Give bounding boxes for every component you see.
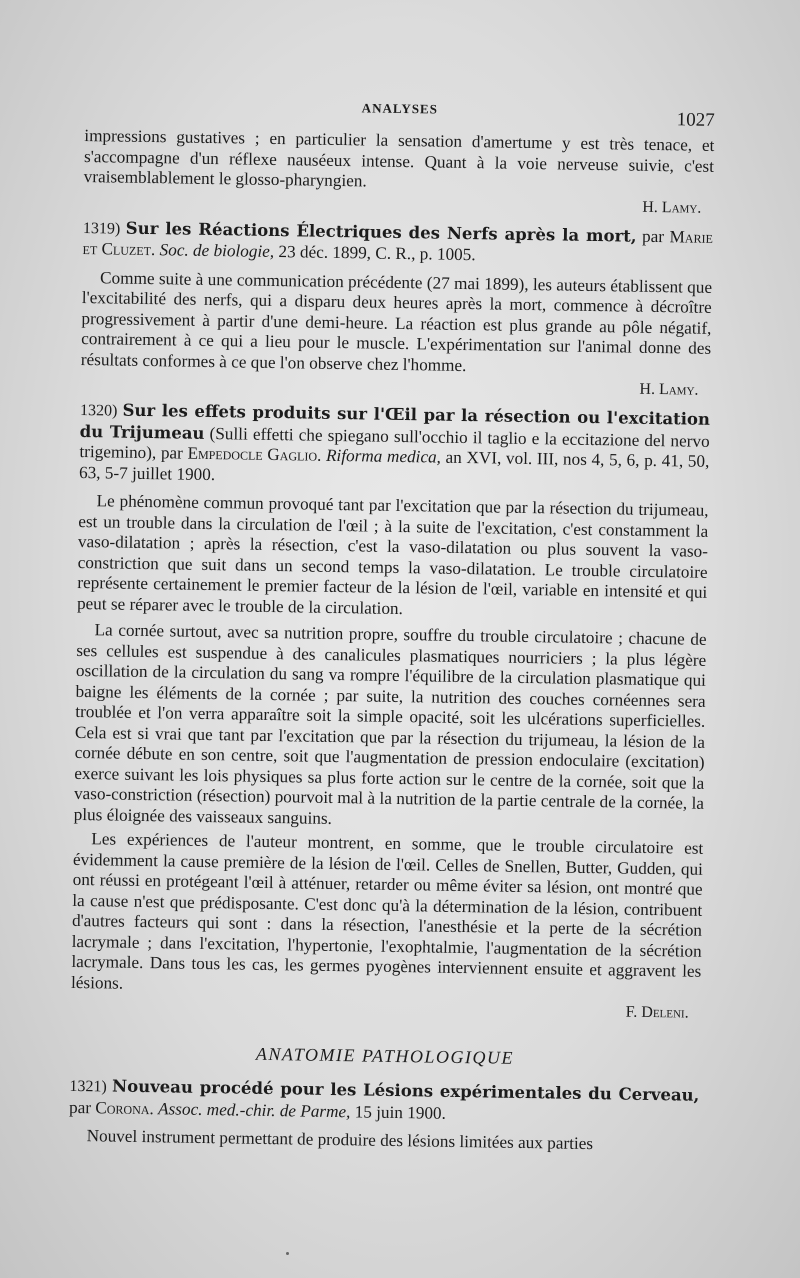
body-paragraph: La cornée surtout, avec sa nutrition propre, souffre du trouble circulatoire ; chacune de ses cellules est suspendue à des canalicules plasmatiques nourriciers ; la plus légère oscillation de la circulation du sang va rompre l'équilibre de la circulation plasmatique qui baigne les éléments de la cornée ; par suite, la nutrition des couches cornéennes sera troublée et l'on verra apparaître soit la simple opacité, soit les ulcérations superficielles. Cela est si vrai que tant par l'excitation que par la résection du trijumeau, la lésion de la cornée débute en son centre, soit que l'augmentation de pression endoculaire (excitation) exerce suivant les lois physiques sa plus forte action sur le centre de la cornée, soit que la vaso-constriction (résection) pourvoit mal à la nutrition de la partie centrale de la cornée, la plus éloignée des vaisseaux sanguins. (73, 620, 707, 828)
entry-citation: 23 déc. 1899, C. R., p. 1005. (278, 242, 476, 265)
entry-number: 1320) (79, 401, 118, 420)
entry-heading (79, 400, 710, 493)
byline-prefix: par (641, 226, 665, 246)
running-title: ANALYSES (361, 100, 439, 117)
entry-heading (82, 217, 713, 269)
signature: H. Lamy. (642, 198, 702, 217)
entry-body: Nouvel instrument permettant de produire des lésions limitées aux parties (86, 1126, 594, 1154)
prev-entry-text: impressions gustatives ; en particulier la sensation d'amertume y est très tenace, et s'accompagne d'un réflexe nauséeux intense. Quant à la voie nerveuse suivie, c'est vraisemblablement le glosso-pharyngien. (83, 125, 715, 191)
entry-title: Sur les Réactions Électriques des Nerfs après la mort, (125, 218, 637, 246)
signature: H. Lamy. (639, 380, 699, 399)
entry-1321 (68, 1076, 699, 1156)
signature: F. Deleni. (625, 1003, 689, 1022)
entry-number: 1321) (69, 1077, 107, 1096)
original-title: (Sulli effetti che spiegano sull'occhio il taglio e la eccitazione del nervo trigemino), (79, 423, 710, 463)
entry-citation: an XVI, vol. III, nos 4, 5, 6, p. 41, 50, 63, 5-7 juillet 1900. (78, 447, 710, 484)
byline-prefix: par (68, 1097, 92, 1117)
entry-1319 (80, 217, 713, 399)
entry-number: 1319) (82, 219, 121, 238)
page-content (68, 96, 714, 1156)
entry-journal: Soc. de biologie, (159, 240, 275, 261)
entry-heading (69, 1076, 700, 1128)
byline-prefix: par (160, 443, 184, 463)
body-paragraph: Les expériences de l'auteur montrent, en somme, que le trouble circulatoire est évidemment la cause première de la lésion de l'œil. Celles de Snellen, Butter, Gudden, qui ont réussi en protégeant l'œil à atténuer, retarder ou même éviter sa lésion, ont montré que la cause n'est que prédisposante. C'est donc qu'à la détermination de la lésion, contribuent d'autres facteurs qui sont : dans la résection, l'anesthésie et la perte de la sécrétion lacrymale ; dans l'excitation, l'hypertonie, l'exophtalmie, l'augmentation de la sécrétion lacrymale. Dans tous les cas, les germes pyogènes interviennent ensuite et aggravent les lésions. (70, 829, 704, 993)
page-number: 1027 (676, 109, 715, 131)
body-paragraph: Le phénomène commun provoqué tant par l'excitation que par la résection du trijumeau, est un trouble dans la circulation de l'œil ; à la suite de l'excitation, c'est constamment la vaso-dilatation ; après la résection, c'est la vaso-dilatation ou plus souvent la vaso-constriction que suit dans un second temps la vaso-dilatation. Le trouble circulatoire représente certainement le premier facteur de la lésion de l'œil, variable en intensité et qui peut se réparer avec le trouble de la circulation. (76, 491, 709, 618)
section-title: ANATOMIE PATHOLOGIQUE (255, 1043, 515, 1068)
entry-body (71, 491, 709, 1003)
entry-authors: Marie et Cluzet. (82, 226, 714, 260)
entry-author: Corona. (95, 1097, 154, 1118)
entry-1320 (71, 400, 711, 1023)
entry-journal: Assoc. med.-chir. de Parme, (157, 1098, 351, 1121)
entry-author: Empedocle Gaglio. (187, 443, 322, 465)
entry-citation: 15 juin 1900. (354, 1101, 447, 1123)
entry-title: Nouveau procédé pour les Lésions expérimentales du Cerveau, (111, 1076, 700, 1105)
entry-title: Sur les effets produits sur l'Œil par la résection ou l'excitation du Trijumeau (79, 400, 711, 443)
entry-journal: Riforma medica, (325, 445, 442, 467)
scan-speck (286, 1252, 289, 1255)
entry-body: Comme suite à une communication précédente (27 mai 1899), les auteurs établissent que l'excitabilité des nerfs, qui a disparu deux heures après la mort, commence à décroître progressivement à partir d'une demi-heure. La réaction est plus grande au pôle négatif, contrairement à ce qui a lieu pour le muscle. L'expérimentation sur l'animal donne des résultats conformes à ce que l'on observe chez l'homme. (80, 267, 713, 375)
